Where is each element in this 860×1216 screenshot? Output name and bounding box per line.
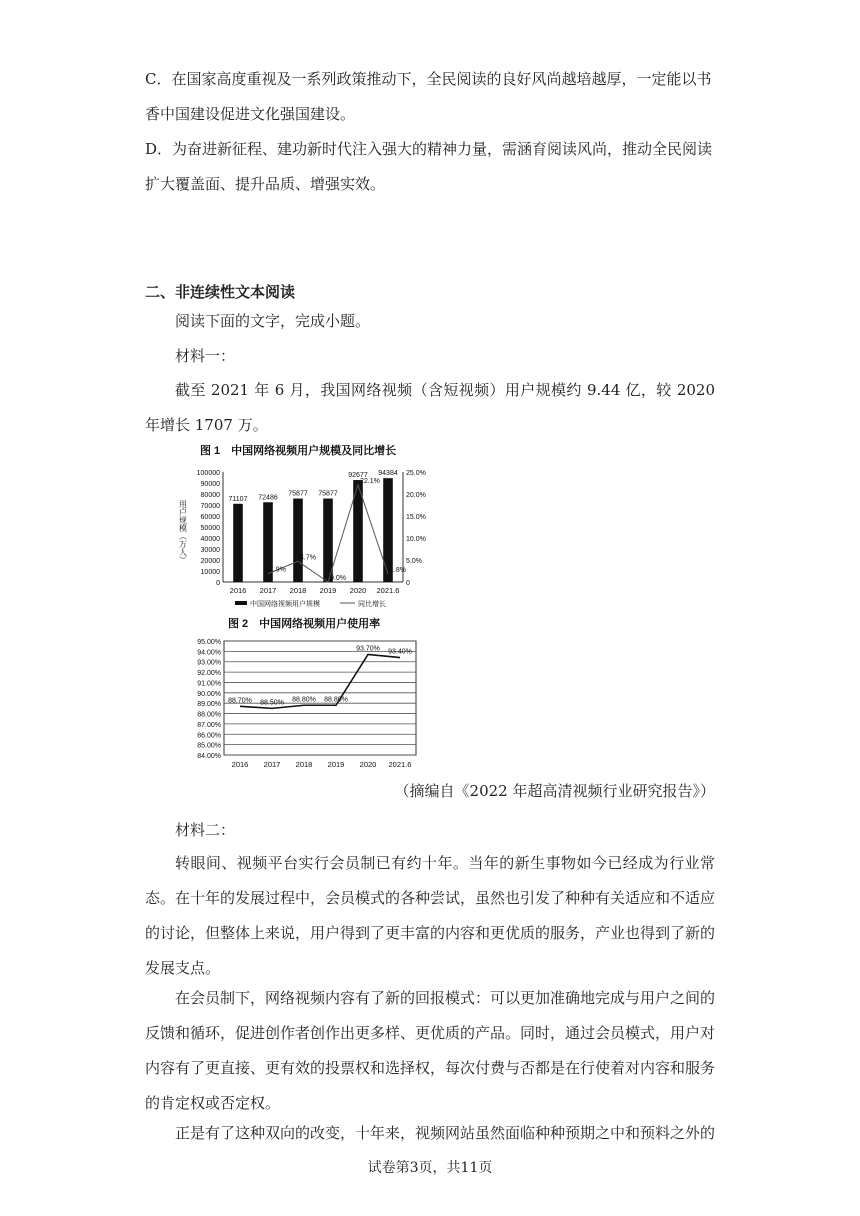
figure1-ytick: 70000 — [200, 503, 220, 510]
figure1-ytick: 100000 — [196, 470, 220, 477]
figure1-ytick: 80000 — [200, 492, 220, 499]
option-c — [145, 62, 715, 132]
material1-text: 截至 2021 年 6 月，我国网络视频（含短视频）用户规模约 9.44 亿，较 2020 年增长 1707 万。 — [145, 381, 715, 434]
figure1-legend-line-label: 同比增长 — [358, 601, 386, 608]
figure1-ylabel: 用户规模（万人） — [178, 500, 188, 564]
material1-label: 材料一： — [175, 347, 236, 365]
figure1-bar — [293, 499, 303, 582]
figure1-growth-label: 1.8% — [390, 567, 406, 575]
figure2-xtick: 2017 — [263, 760, 281, 769]
figure2-ytick: 86.00% — [197, 732, 221, 740]
option-d-line1: D．为奋进新征程、建功新时代注入强大的精神力量，需涵育阅读风尚，推动全民阅读 — [145, 140, 713, 158]
figure1-bar-label: 94384 — [378, 470, 398, 478]
figure2-ytick: 94.00% — [197, 649, 221, 657]
figure2-ytick: 90.00% — [197, 690, 221, 698]
figure1-ytick: 90000 — [200, 481, 220, 488]
figure1-xtick: 2017 — [259, 586, 277, 595]
figure2-xtick: 2018 — [295, 760, 313, 769]
figure2-point-label: 88.80% — [324, 696, 348, 704]
figure2-plot-frame — [224, 641, 416, 755]
figure1-legend-bar-label: 中国网络视频用户规模 — [250, 601, 320, 608]
figure1-bar-label: 72486 — [258, 494, 278, 502]
figure2-point-label: 88.80% — [292, 696, 316, 704]
figure1-growth-label: 1.9% — [270, 566, 286, 574]
material2-paragraph-2: 在会员制下，网络视频内容有了新的回报模式：可以更加准确地完成与用户之间的反馈和循环，促进创作者创作出更多样、更优质的产品。同时，通过会员模式，用户对内容有了更直接、更有效的投票权和选择权，每次付费与否都是在行使着对内容和服务的肯定权或否定权。 — [145, 989, 716, 1112]
figure1-bar-label: 92677 — [348, 472, 368, 480]
section-title: 二、非连续性文本阅读 — [145, 283, 296, 301]
material2-label: 材料二： — [175, 821, 236, 839]
figure1-legend-bar-swatch — [235, 601, 247, 605]
figure1-y2tick: 5.0% — [406, 558, 422, 565]
material2-paragraph-3: 正是有了这种双向的改变，十年来，视频网站虽然面临种种预期之中和预料之外的 — [175, 1124, 716, 1142]
figure1-bar-label: 75877 — [288, 490, 308, 498]
figure2-ytick: 88.00% — [197, 711, 221, 719]
figure2-point-label: 93.40% — [388, 648, 412, 656]
figure1-y2tick: 0 — [406, 580, 410, 587]
material2-paragraph-1: 转眼间、视频平台实行会员制已有约十年。当年的新生事物如今已经成为行业常态。在十年的发展过程中，会员模式的各种尝试，虽然也引发了种种有关适应和不适应的讨论，但整体上来说，用户得到了更丰富的内容和更优质的服务，产业也得到了新的发展支点。 — [145, 854, 716, 977]
figure2-ytick: 89.00% — [197, 701, 221, 709]
figure2-ytick: 95.00% — [197, 639, 221, 646]
figure1-ytick: 50000 — [200, 525, 220, 532]
figure2-title: 图 2 中国网络视频用户使用率 — [228, 618, 381, 630]
figure1-y2tick: 20.0% — [406, 492, 426, 499]
figure1-title: 图 1 中国网络视频用户规模及同比增长 — [200, 445, 397, 457]
figure1-ytick: 30000 — [200, 547, 220, 554]
figure1-y2tick: 15.0% — [406, 514, 426, 521]
figure2-ytick: 91.00% — [197, 680, 221, 688]
source-citation: （摘编自《2022 年超高清视频行业研究报告》） — [394, 782, 715, 800]
figure1-bar — [233, 504, 243, 582]
figure1-xtick: 2019 — [319, 586, 337, 595]
figure2-xtick: 2020 — [359, 760, 377, 769]
figure1-ytick: 10000 — [200, 569, 220, 576]
figure1-bar-label: 75877 — [318, 490, 338, 498]
figure1-bar-label: 71107 — [228, 495, 248, 503]
instruction: 阅读下面的文字，完成小题。 — [175, 312, 371, 330]
figure2-ytick: 93.00% — [197, 659, 221, 667]
figure1-ytick: 60000 — [200, 514, 220, 521]
option-d — [145, 132, 715, 202]
figure2-xtick: 2021.6 — [388, 760, 412, 769]
figure1-chart — [180, 440, 460, 615]
figure2-xtick: 2019 — [327, 760, 345, 769]
figure2-ytick: 85.00% — [197, 742, 221, 750]
figure2-xtick: 2016 — [231, 760, 249, 769]
figure1-xtick: 2020 — [349, 586, 367, 595]
page-footer: 试卷第3页，共11页 — [367, 1160, 493, 1176]
figure1-xtick: 2021.6 — [376, 586, 400, 595]
figure1-y2tick: 25.0% — [406, 470, 426, 477]
figure1-xtick: 2018 — [289, 586, 307, 595]
figure1-growth-label: 4.7% — [300, 554, 316, 562]
option-d-line2: 扩大覆盖面、提升品质、增强实效。 — [145, 175, 386, 193]
figure1-growth-label: 0.0% — [330, 575, 346, 582]
figure1-growth-label: 22.1% — [360, 477, 380, 485]
option-c-line1: C．在国家高度重视及一系列政策推动下，全民阅读的良好风尚越培越厚，一定能以书 — [145, 70, 712, 88]
figure2-point-label: 88.50% — [260, 699, 284, 707]
figure2-ytick: 84.00% — [197, 753, 221, 760]
figure1-ytick: 20000 — [200, 558, 220, 565]
figure2-chart — [180, 615, 460, 773]
option-c-line2: 香中国建设促进文化强国建设。 — [145, 105, 356, 123]
figure2-point-label: 93.70% — [356, 645, 380, 653]
figure2-ytick: 87.00% — [197, 721, 221, 729]
figure2-ytick: 92.00% — [197, 670, 221, 678]
figure1-ytick: 0 — [216, 580, 220, 587]
figure1-ytick: 40000 — [200, 536, 220, 543]
figure1-y2tick: 10.0% — [406, 536, 426, 543]
figure2-point-label: 88.70% — [228, 697, 252, 705]
figure1-xtick: 2016 — [229, 586, 247, 595]
